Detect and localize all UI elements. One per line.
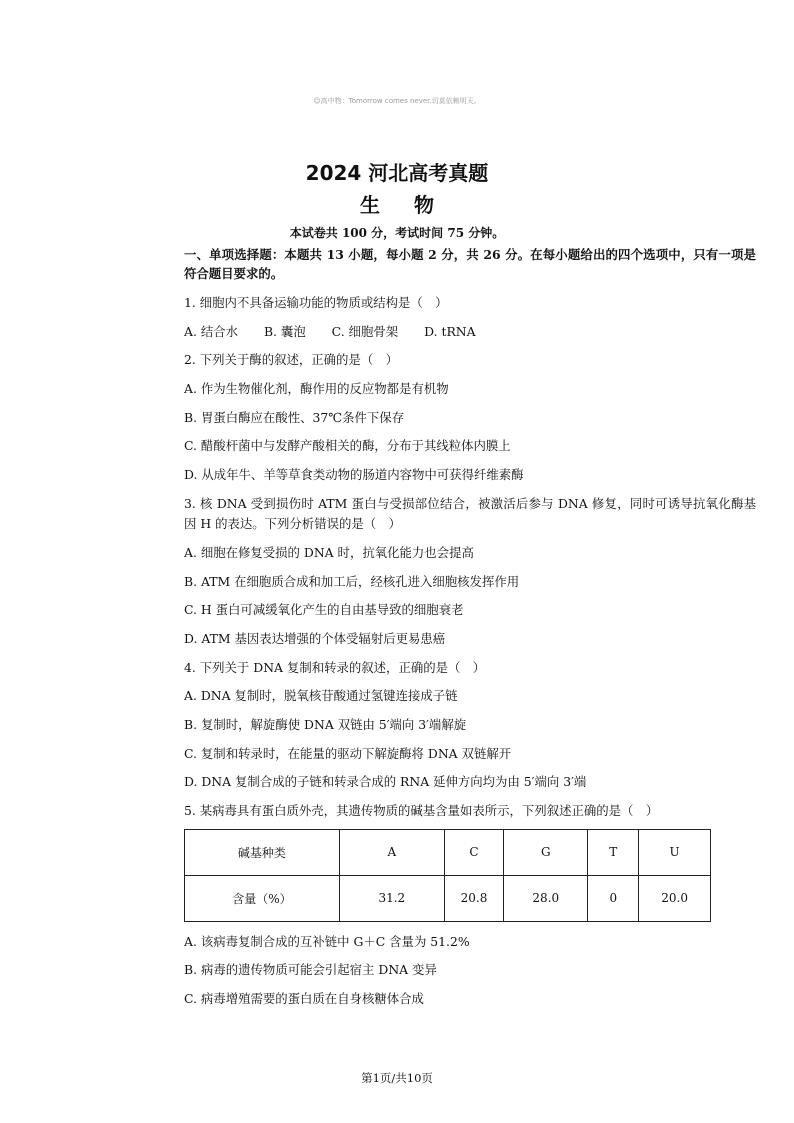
question-2-option-c: C. 醋酸杆菌中与发酵产酸相关的酶，分布于其线粒体内膜上 — [184, 438, 511, 454]
question-3-option-c: C. H 蛋白可减缓氧化产生的自由基导致的细胞衰老 — [184, 602, 464, 618]
table-cell: 20.0 — [639, 875, 711, 921]
question-3-option-d: D. ATM 基因表达增强的个体受辐射后更易患癌 — [184, 630, 446, 646]
page-number: 第1页/共10页 — [361, 1071, 433, 1085]
table-row — [185, 875, 711, 921]
exam-info: 本试卷共 100 分，考试时间 75 分钟。 — [289, 226, 505, 240]
question-1-options — [184, 318, 756, 347]
table-header-cell: A — [339, 829, 444, 875]
question-4-option-c: C. 复制和转录时，在能量的驱动下解旋酶将 DNA 双链解开 — [184, 745, 512, 761]
base-content-table — [184, 829, 711, 922]
table-header-cell: G — [504, 829, 588, 875]
table-header-row — [185, 829, 711, 875]
option-b: B. 囊泡 — [263, 323, 306, 339]
question-5-option-a: A. 该病毒复制合成的互补链中 G＋C 含量为 51.2% — [184, 933, 470, 949]
question-3-option-b: B. ATM 在细胞质合成和加工后，经核孔进入细胞核发挥作用 — [184, 573, 520, 589]
option-d: D. tRNA — [424, 323, 476, 339]
question-2-option-a: A. 作为生物催化剂，酶作用的反应物都是有机物 — [184, 381, 449, 397]
question-4-option-b: B. 复制时，解旋酶使 DNA 双链由 5′端向 3′端解旋 — [184, 716, 467, 732]
question-2-option-b: B. 胃蛋白酶应在酸性、37℃条件下保存 — [184, 409, 405, 425]
watermark: ☺高中物：Tomorrow comes never.切莫依赖明天。 — [313, 97, 481, 105]
question-5-option-b: B. 病毒的遗传物质可能会引起宿主 DNA 变异 — [184, 962, 437, 978]
question-2-stem: 2. 下列关于酶的叙述，正确的是（ ） — [184, 352, 399, 368]
question-4-stem: 4. 下列关于 DNA 复制和转录的叙述，正确的是（ ） — [184, 659, 486, 675]
question-5-option-c: C. 病毒增殖需要的蛋白质在自身核糖体合成 — [184, 991, 424, 1007]
exam-content — [184, 245, 756, 1014]
table-cell: 28.0 — [504, 875, 588, 921]
question-5-stem: 5. 某病毒具有蛋白质外壳，其遗传物质的碱基含量如表所示，下列叙述正确的是（ ） — [184, 803, 659, 818]
table-header-cell: C — [444, 829, 503, 875]
question-4-option-d: D. DNA 复制合成的子链和转录合成的 RNA 延伸方向均为由 5′端向 3′端 — [184, 774, 587, 790]
subject-title: 生物 — [360, 193, 468, 217]
section-heading: 一、单项选择题：本题共 13 小题，每小题 2 分，共 26 分。在每小题给出的四个选项中，只有一项是符合题目要求的。 — [184, 247, 756, 281]
table-cell: 0 — [588, 875, 639, 921]
table-cell: 含量（%） — [185, 875, 340, 921]
question-1-stem: 1. 细胞内不具备运输功能的物质或结构是（ ） — [184, 295, 448, 310]
question-4-option-a: A. DNA 复制时，脱氧核苷酸通过氢键连接成子链 — [184, 688, 458, 704]
question-3-stem: 3. 核 DNA 受到损伤时 ATM 蛋白与受损部位结合，被激活后参与 DNA 修复，同时可诱导抗氧化酶基因 H 的表达。下列分析错误的是（ ） — [184, 495, 756, 531]
table-cell: 31.2 — [339, 875, 444, 921]
question-2-option-d: D. 从成年牛、羊等草食类动物的肠道内容物中可获得纤维素酶 — [184, 467, 524, 483]
option-a: A. 结合水 — [184, 323, 238, 339]
table-header-cell: T — [588, 829, 639, 875]
option-c: C. 细胞骨架 — [331, 323, 399, 339]
exam-title: 2024 河北高考真题 — [305, 161, 489, 185]
table-header-cell: 碱基种类 — [185, 829, 340, 875]
table-header-cell: U — [639, 829, 711, 875]
table-cell: 20.8 — [444, 875, 503, 921]
question-3-option-a: A. 细胞在修复受损的 DNA 时，抗氧化能力也会提高 — [184, 544, 474, 560]
